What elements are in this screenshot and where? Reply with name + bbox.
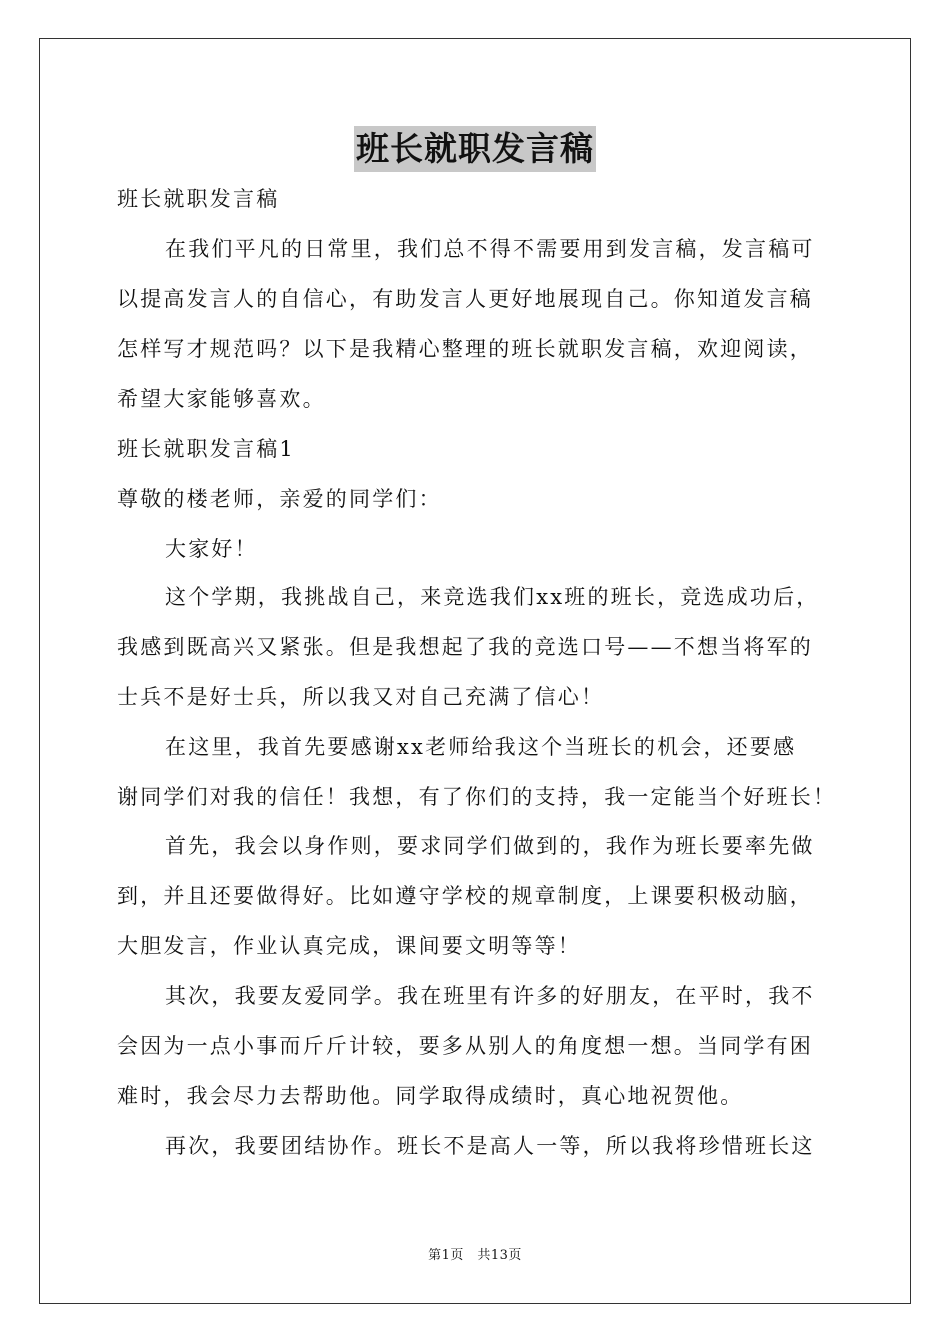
text-line: 首先，我会以身作则，要求同学们做到的，我作为班长要率先做 xyxy=(165,834,815,858)
text-line: 难时，我会尽力去帮助他。同学取得成绩时，真心地祝贺他。 xyxy=(117,1084,744,1108)
text-line: 这个学期，我挑战自己，来竞选我们xx班的班长，竞选成功后， xyxy=(165,585,820,609)
greeting-line: 大家好！ xyxy=(165,537,258,561)
page-border xyxy=(39,38,911,1304)
salutation-line: 尊敬的楼老师，亲爱的同学们： xyxy=(117,487,442,511)
text-line: 我感到既高兴又紧张。但是我想起了我的竞选口号——不想当将军的 xyxy=(117,635,813,659)
page-footer: 第1页 共13页 xyxy=(428,1248,522,1263)
text-line: 大胆发言，作业认真完成，课间要文明等等！ xyxy=(117,934,581,958)
section-heading: 班长就职发言稿1 xyxy=(117,437,295,461)
text-line: 在这里，我首先要感谢xx老师给我这个当班长的机会，还要感 xyxy=(165,735,797,759)
text-line: 在我们平凡的日常里，我们总不得不需要用到发言稿，发言稿可 xyxy=(165,237,815,261)
text-line: 会因为一点小事而斤斤计较，要多从别人的角度想一想。当同学有困 xyxy=(117,1034,813,1058)
text-line: 谢同学们对我的信任！我想，有了你们的支持，我一定能当个好班长！ xyxy=(117,785,837,809)
text-line: 怎样写才规范吗？以下是我精心整理的班长就职发言稿，欢迎阅读， xyxy=(117,337,813,361)
subtitle-line: 班长就职发言稿 xyxy=(117,187,280,211)
document-title: 班长就职发言稿 xyxy=(354,126,596,172)
text-line: 到，并且还要做得好。比如遵守学校的规章制度，上课要积极动脑， xyxy=(117,884,813,908)
text-line: 再次，我要团结协作。班长不是高人一等，所以我将珍惜班长这 xyxy=(165,1134,815,1158)
text-line: 士兵不是好士兵，所以我又对自己充满了信心！ xyxy=(117,685,605,709)
text-line: 其次，我要友爱同学。我在班里有许多的好朋友，在平时，我不 xyxy=(165,984,815,1008)
title-container xyxy=(0,126,950,172)
text-line: 希望大家能够喜欢。 xyxy=(117,387,326,411)
text-line: 以提高发言人的自信心，有助发言人更好地展现自己。你知道发言稿 xyxy=(117,287,813,311)
